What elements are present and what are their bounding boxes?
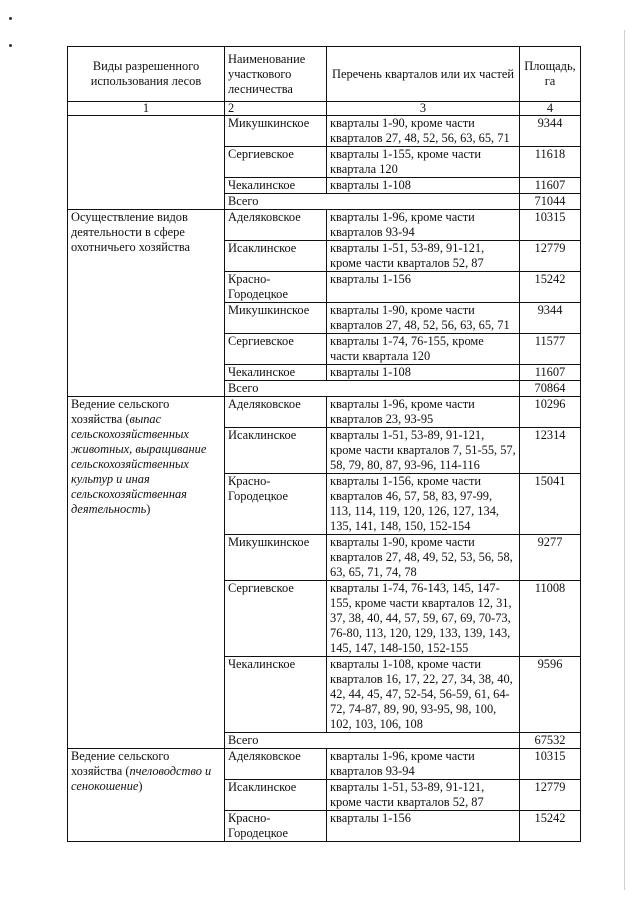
forestry-cell: Микушкинское — [225, 535, 327, 581]
area-cell: 9277 — [520, 535, 581, 581]
use-type-cell — [68, 210, 225, 397]
header-use-type: Виды разрешенного использования лесов — [68, 47, 225, 102]
quarters-cell: кварталы 1-51, 53-89, 91-121, кроме части кварталов 52, 87 — [327, 241, 520, 272]
area-cell: 12779 — [520, 241, 581, 272]
forestry-cell: Красно-Городецкое — [225, 811, 327, 842]
column-index: 2 — [225, 102, 327, 116]
use-type-cell — [68, 397, 225, 749]
quarters-cell: кварталы 1-108 — [327, 365, 520, 381]
area-cell: 15041 — [520, 474, 581, 535]
area-cell: 12314 — [520, 428, 581, 474]
use-type-text: Осуществление видов деятельности в сфере охотничьего хозяйства — [71, 210, 191, 254]
forestry-cell: Красно-Городецкое — [225, 474, 327, 535]
quarters-cell: кварталы 1-96, кроме части кварталов 93-94 — [327, 210, 520, 241]
scan-edge-line — [624, 30, 625, 890]
forestry-cell: Чекалинское — [225, 657, 327, 733]
use-type-tail: ) — [138, 779, 143, 793]
quarters-cell: кварталы 1-51, 53-89, 91-121, кроме части кварталов 7, 51-55, 57, 58, 79, 80, 87, 93-96, 114-116 — [327, 428, 520, 474]
area-cell: 15242 — [520, 272, 581, 303]
area-cell: 10315 — [520, 749, 581, 780]
quarters-cell: кварталы 1-155, кроме части квартала 120 — [327, 147, 520, 178]
quarters-cell: кварталы 1-51, 53-89, 91-121, кроме части кварталов 52, 87 — [327, 780, 520, 811]
table-row — [68, 210, 581, 241]
quarters-cell: кварталы 1-108, кроме части кварталов 16, 17, 22, 27, 34, 38, 40, 42, 44, 45, 47, 52-54, 56-59, 61, 64-72, 74-87, 89, 90, 93-95, 98, 100, 102, 103, 106, 108 — [327, 657, 520, 733]
table-row — [68, 749, 581, 780]
column-index: 4 — [520, 102, 581, 116]
total-label: Всего — [225, 194, 520, 210]
forestry-cell: Исаклинское — [225, 428, 327, 474]
area-cell: 10296 — [520, 397, 581, 428]
use-type-italic: выпас сельскохозяйственных животных, выращивание сельскохозяйственных культур и иная сельскохозяйственная деятельность — [71, 412, 207, 516]
header-row — [68, 47, 581, 102]
quarters-cell: кварталы 1-156 — [327, 272, 520, 303]
total-value: 70864 — [520, 381, 581, 397]
area-cell: 9344 — [520, 303, 581, 334]
use-type-italic: пчеловодство и сенокошение — [71, 764, 212, 793]
forestry-cell: Сергиевское — [225, 147, 327, 178]
header-forestry: Наименование участкового лесничества — [225, 47, 327, 102]
forest-use-table — [67, 46, 581, 842]
forestry-cell: Аделяковское — [225, 210, 327, 241]
scan-dot — [9, 44, 12, 47]
forestry-cell: Чекалинское — [225, 365, 327, 381]
total-value: 71044 — [520, 194, 581, 210]
quarters-cell: кварталы 1-74, 76-143, 145, 147-155, кроме части кварталов 12, 31, 37, 38, 40, 44, 57, 59, 67, 69, 70-73, 76-80, 113, 120, 129, 133, 139, 143, 145, 147, 148-150, 152-155 — [327, 581, 520, 657]
forestry-cell: Аделяковское — [225, 749, 327, 780]
quarters-cell: кварталы 1-74, 76-155, кроме части квартала 120 — [327, 334, 520, 365]
total-label: Всего — [225, 733, 520, 749]
quarters-cell: кварталы 1-90, кроме части кварталов 27, 48, 49, 52, 53, 56, 58, 63, 65, 71, 74, 78 — [327, 535, 520, 581]
area-cell: 11607 — [520, 178, 581, 194]
quarters-cell: кварталы 1-156, кроме части кварталов 46, 57, 58, 83, 97-99, 113, 114, 119, 120, 126, 127, 134, 135, 141, 148, 150, 152-154 — [327, 474, 520, 535]
quarters-cell: кварталы 1-108 — [327, 178, 520, 194]
forestry-cell: Микушкинское — [225, 116, 327, 147]
area-cell: 10315 — [520, 210, 581, 241]
quarters-cell: кварталы 1-90, кроме части кварталов 27, 48, 52, 56, 63, 65, 71 — [327, 116, 520, 147]
quarters-cell: кварталы 1-90, кроме части кварталов 27, 48, 52, 56, 63, 65, 71 — [327, 303, 520, 334]
use-type-text: Ведение сельского хозяйства ( — [71, 749, 170, 778]
quarters-cell: кварталы 1-156 — [327, 811, 520, 842]
use-type-cell — [68, 116, 225, 210]
quarters-cell: кварталы 1-96, кроме части кварталов 23, 93-95 — [327, 397, 520, 428]
forestry-cell: Сергиевское — [225, 334, 327, 365]
area-cell: 11008 — [520, 581, 581, 657]
header-quarters: Перечень кварталов или их частей — [327, 47, 520, 102]
column-index: 3 — [327, 102, 520, 116]
scan-dot — [9, 17, 12, 20]
area-cell: 11607 — [520, 365, 581, 381]
column-index: 1 — [68, 102, 225, 116]
use-type-cell — [68, 749, 225, 842]
area-cell: 9344 — [520, 116, 581, 147]
forestry-cell: Микушкинское — [225, 303, 327, 334]
quarters-cell: кварталы 1-96, кроме части кварталов 93-94 — [327, 749, 520, 780]
forestry-cell: Красно-Городецкое — [225, 272, 327, 303]
table-row — [68, 116, 581, 147]
area-cell: 11618 — [520, 147, 581, 178]
forestry-cell: Исаклинское — [225, 241, 327, 272]
forestry-cell: Исаклинское — [225, 780, 327, 811]
total-label: Всего — [225, 381, 520, 397]
area-cell: 9596 — [520, 657, 581, 733]
header-area: Площадь, га — [520, 47, 581, 102]
forestry-cell: Аделяковское — [225, 397, 327, 428]
forestry-cell: Сергиевское — [225, 581, 327, 657]
area-cell: 12779 — [520, 780, 581, 811]
column-index-row — [68, 102, 581, 116]
area-cell: 11577 — [520, 334, 581, 365]
total-value: 67532 — [520, 733, 581, 749]
use-type-tail: ) — [146, 502, 151, 516]
forestry-cell: Чекалинское — [225, 178, 327, 194]
table-row — [68, 397, 581, 428]
use-type-text: Ведение сельского хозяйства ( — [71, 397, 170, 426]
area-cell: 15242 — [520, 811, 581, 842]
